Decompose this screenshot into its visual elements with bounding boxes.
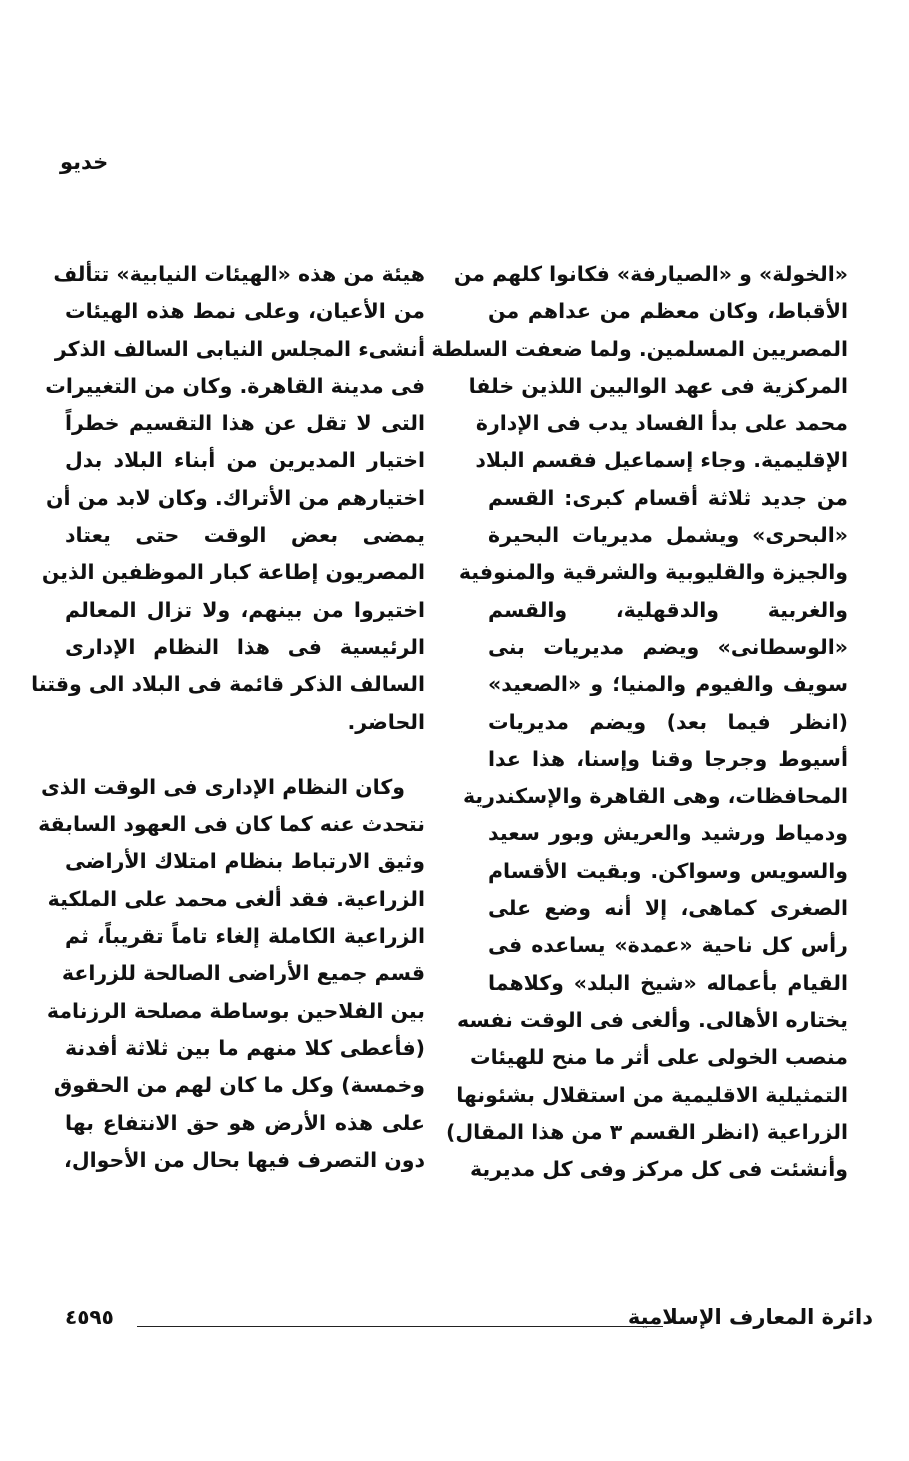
text-line: من جديد ثلاثة أقسام كبرى: القسم (488, 485, 848, 510)
text-line: وأنشئت فى كل مركز وفى كل مديرية (470, 1157, 848, 1182)
text-line: يمضى بعض الوقت حتى يعتاد (65, 523, 425, 548)
text-line: المركزية فى عهد الواليين اللذين خلفا (468, 373, 848, 398)
text-line: الإقليمية. وجاء إسماعيل فقسم البلاد (475, 448, 848, 473)
text-line: نتحدث عنه كما كان فى العهود السابقة (38, 812, 425, 837)
publication-title: دائرة المعارف الإسلامية (627, 1305, 873, 1329)
text-line: يختاره الأهالى. وألغى فى الوقت نفسه (457, 1007, 848, 1032)
page-number: ٤٥٩٥ (65, 1305, 114, 1329)
text-line: التى لا تقل عن هذا التقسيم خطراً (65, 411, 425, 436)
text-line: الزراعية الكاملة إلغاء تاماً تقريباً، ثم (65, 924, 425, 949)
text-line: سويف والفيوم والمنيا؛ و «الصعيد» (488, 672, 848, 697)
text-line: والغربية والدقهلية، والقسم (488, 597, 848, 622)
text-line: وثيق الارتباط بنظام امتلاك الأراضى (65, 849, 425, 874)
text-line: أسيوط وجرجا وقنا وإسنا، هذا عدا (488, 746, 848, 771)
text-line: الصغرى كماهى، إلا أنه وضع على (488, 896, 848, 921)
text-line: «البحرى» ويشمل مديريات البحيرة (488, 523, 848, 548)
text-line: ودمياط ورشيد والعريش وبور سعيد (488, 821, 848, 846)
text-line: السالف الذكر قائمة فى البلاد الى وقتنا (31, 672, 425, 697)
footer-rule (137, 1326, 663, 1327)
text-line: الزراعية. فقد ألغى محمد على الملكية (47, 886, 425, 911)
text-line: والجيزة والقليوبية والشرقية والمنوفية (458, 560, 848, 585)
text-line: الحاضر. (347, 709, 425, 734)
text-line: على هذه الأرض هو حق الانتفاع بها (65, 1110, 425, 1135)
text-line: المحافظات، وهى القاهرة والإسكندرية (462, 784, 848, 809)
text-line: والسويس وسواكن. وبقيت الأقسام (488, 858, 848, 883)
text-line: بين الفلاحين بوساطة مصلحة الرزنامة (46, 998, 425, 1023)
text-line: الرئيسية فى هذا النظام الإدارى (65, 634, 425, 659)
text-line: المصريين المسلمين. ولما ضعفت السلطة (431, 336, 848, 361)
text-line: فى مدينة القاهرة. وكان من التغييرات (45, 373, 425, 398)
text-line: «الوسطانى» ويضم مديريات بنى (488, 634, 848, 659)
text-line: اختيروا من بينهم، ولا تزال المعالم (65, 597, 425, 622)
text-line: الأقباط، وكان معظم من عداهم من (488, 299, 848, 324)
text-line: أنشىء المجلس النيابى السالف الذكر (54, 336, 425, 361)
text-line: هيئة من هذه «الهيئات النيابية» تتألف (53, 262, 425, 286)
running-head-title: خديو (60, 150, 109, 174)
text-line: منصب الخولى على أثر ما منح للهيئات (469, 1045, 848, 1070)
text-line: محمد على بدأ الفساد يدب فى الإدارة (475, 411, 848, 436)
left-column (31, 256, 425, 1256)
text-line: الزراعية (انظر القسم ٣ من هذا المقال) (446, 1119, 848, 1144)
text-line: (فأعطى كلا منهم ما بين ثلاثة أفدنة (65, 1035, 425, 1060)
text-line: دون التصرف فيها بحال من الأحوال، (64, 1147, 425, 1172)
text-line: القيام بأعماله «شيخ البلد» وكلاهما (488, 970, 848, 995)
text-line: اختيار المديرين من أبناء البلاد بدل (65, 448, 425, 473)
text-line: «الخولة» و «الصيارفة» فكانوا كلهم من (453, 262, 848, 286)
text-line: من الأعيان، وعلى نمط هذه الهيئات (65, 299, 425, 324)
text-line: قسم جميع الأراضى الصالحة للزراعة (61, 961, 425, 986)
text-line: رأس كل ناحية «عمدة» يساعده فى (488, 933, 848, 958)
right-column (431, 256, 848, 1256)
text-line: وكان النظام الإدارى فى الوقت الذى (41, 774, 405, 799)
text-line: المصريون إطاعة كبار الموظفين الذين (41, 560, 425, 585)
page-footer (65, 1305, 873, 1335)
text-line: (انظر فيما بعد) ويضم مديريات (488, 709, 848, 734)
text-line: اختيارهم من الأتراك. وكان لابد من أن (46, 485, 425, 510)
text-line: وخمسة) وكل ما كان لهم من الحقوق (53, 1073, 425, 1098)
text-line: التمثيلية الاقليمية من استقلال بشئونها (456, 1082, 848, 1107)
paragraph-gap (65, 741, 425, 769)
